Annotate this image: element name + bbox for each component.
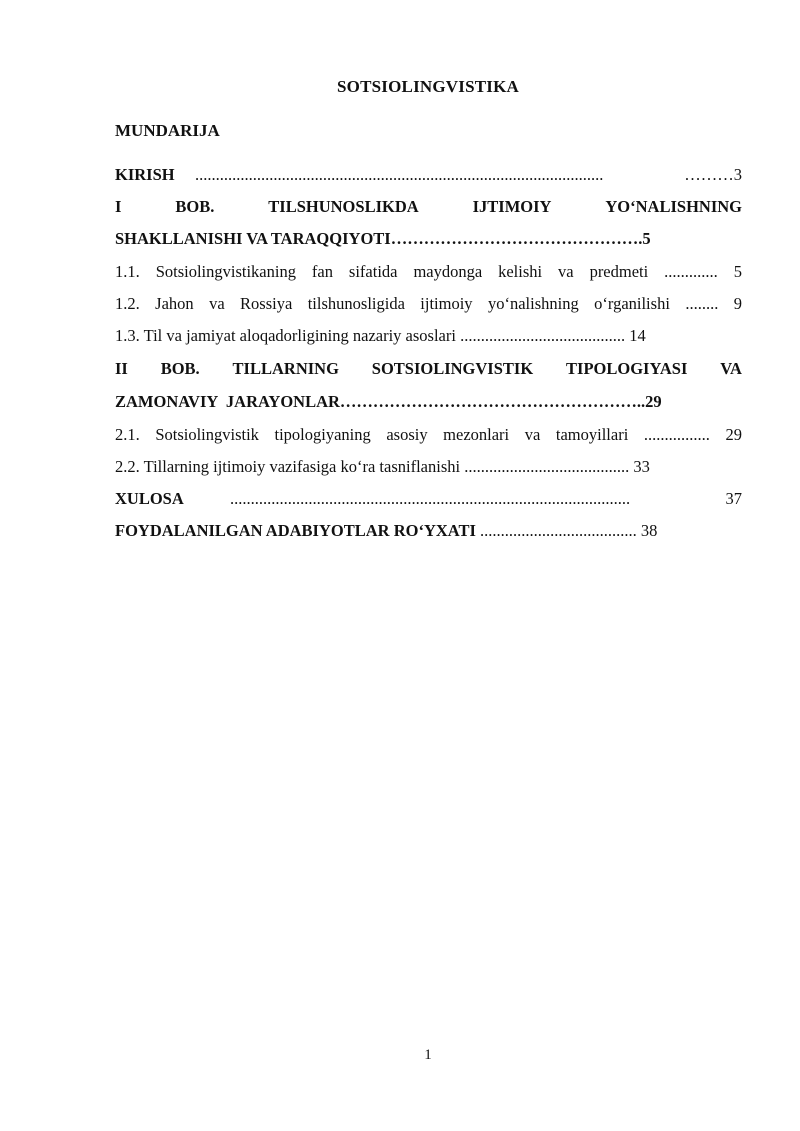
toc-word: asosiy bbox=[386, 425, 428, 444]
toc-entry-section-1-1[interactable] bbox=[115, 262, 742, 282]
toc-page-ref: 5 bbox=[733, 262, 742, 281]
toc-word: Jahon bbox=[155, 294, 194, 313]
toc-page-ref: 9 bbox=[733, 294, 742, 313]
toc-word: TIPOLOGIYASI bbox=[566, 359, 688, 378]
toc-word: BOB. bbox=[175, 197, 215, 216]
toc-word: 1.2. bbox=[115, 294, 140, 313]
toc-word: Rossiya bbox=[240, 294, 293, 313]
toc-word: predmeti bbox=[589, 262, 649, 281]
toc-word: tipologiyaning bbox=[274, 425, 371, 444]
toc-entry-label: KIRISH bbox=[115, 165, 175, 184]
toc-entry-section-2-2[interactable]: 2.2. Tillarning ijtimoiy vazifasiga ko‘ra tasniflanishi ........................................ 33 bbox=[115, 457, 650, 476]
toc-word: 2.1. bbox=[115, 425, 140, 444]
toc-page-ref: 38 bbox=[640, 521, 658, 540]
toc-word: TILSHUNOSLIKDA bbox=[268, 197, 419, 216]
toc-word: va bbox=[558, 262, 574, 281]
toc-entry-section-1-3[interactable]: 1.3. Til va jamiyat aloqadorligining nazariy asoslari ........................................ 14 bbox=[115, 326, 646, 345]
toc-entry-adabiyotlar[interactable] bbox=[115, 521, 742, 541]
toc-word: IJTIMOIY bbox=[472, 197, 552, 216]
toc-word: maydonga bbox=[413, 262, 483, 281]
toc-word: 1.1. bbox=[115, 262, 140, 281]
toc-word: TILLARNING bbox=[232, 359, 339, 378]
toc-word: o‘rganilishi bbox=[594, 294, 670, 313]
toc-word: va bbox=[524, 425, 541, 444]
toc-word: tamoyillari bbox=[555, 425, 629, 444]
section-1-1-line bbox=[115, 262, 742, 282]
toc-page-ref: 37 bbox=[725, 489, 742, 508]
toc-leader: ........ bbox=[685, 294, 719, 313]
toc-word: yo‘nalishning bbox=[487, 294, 579, 313]
toc-word: Sotsiolingvistikaning bbox=[155, 262, 296, 281]
section-2-1-line bbox=[115, 425, 742, 445]
toc-leader: ................................................................................................... bbox=[195, 165, 604, 184]
toc-word: Sotsiolingvistik bbox=[155, 425, 259, 444]
toc-word: ijtimoiy bbox=[420, 294, 473, 313]
toc-entry-label: XULOSA bbox=[115, 489, 184, 508]
toc-word: YO‘NALISHNING bbox=[605, 197, 742, 216]
chapter-2-title-line-1 bbox=[115, 359, 742, 379]
document-title: SOTSIOLINGVISTIKA bbox=[337, 77, 519, 96]
toc-entry-chapter-1[interactable] bbox=[115, 197, 742, 217]
toc-entry-xulosa[interactable] bbox=[115, 489, 742, 509]
toc-word: va bbox=[209, 294, 225, 313]
toc-entry-section-1-2[interactable] bbox=[115, 294, 742, 314]
toc-word: tilshunosligida bbox=[307, 294, 405, 313]
section-1-2-line bbox=[115, 294, 742, 314]
toc-word: VA bbox=[720, 359, 742, 378]
toc-word: mezonlari bbox=[443, 425, 510, 444]
toc-entry-label: FOYDALANILGAN ADABIYOTLAR RO‘YXATI bbox=[115, 521, 476, 540]
toc-word: BOB. bbox=[160, 359, 200, 378]
toc-leader: ................................................................................................. bbox=[230, 489, 631, 508]
toc-word: kelishi bbox=[498, 262, 543, 281]
toc-entry-chapter-2[interactable] bbox=[115, 359, 742, 379]
toc-heading: MUNDARIJA bbox=[115, 121, 220, 140]
chapter-1-title-line-2[interactable]: SHAKLLANISHI VA TARAQQIYOTI……………………………………….5 bbox=[115, 229, 651, 248]
toc-entry-section-2-1[interactable] bbox=[115, 425, 742, 445]
toc-word: II bbox=[115, 359, 128, 378]
toc-leader: ................ bbox=[643, 425, 710, 444]
toc-word: fan bbox=[311, 262, 333, 281]
page-number: 1 bbox=[424, 1047, 432, 1063]
toc-entry-kirish[interactable] bbox=[115, 165, 742, 185]
toc-leader: ............. bbox=[664, 262, 718, 281]
chapter-1-title-line-1 bbox=[115, 197, 742, 217]
toc-word: SOTSIOLINGVISTIK bbox=[371, 359, 534, 378]
toc-page-ref: ………3 bbox=[684, 165, 742, 184]
toc-word: sifatida bbox=[348, 262, 398, 281]
toc-leader: ...................................... bbox=[480, 521, 637, 540]
toc-word: I bbox=[115, 197, 122, 216]
toc-page-ref: 29 bbox=[725, 425, 742, 444]
chapter-2-title-line-2[interactable]: ZAMONAVIY JARAYONLAR………………………………………………..29 bbox=[115, 392, 662, 411]
